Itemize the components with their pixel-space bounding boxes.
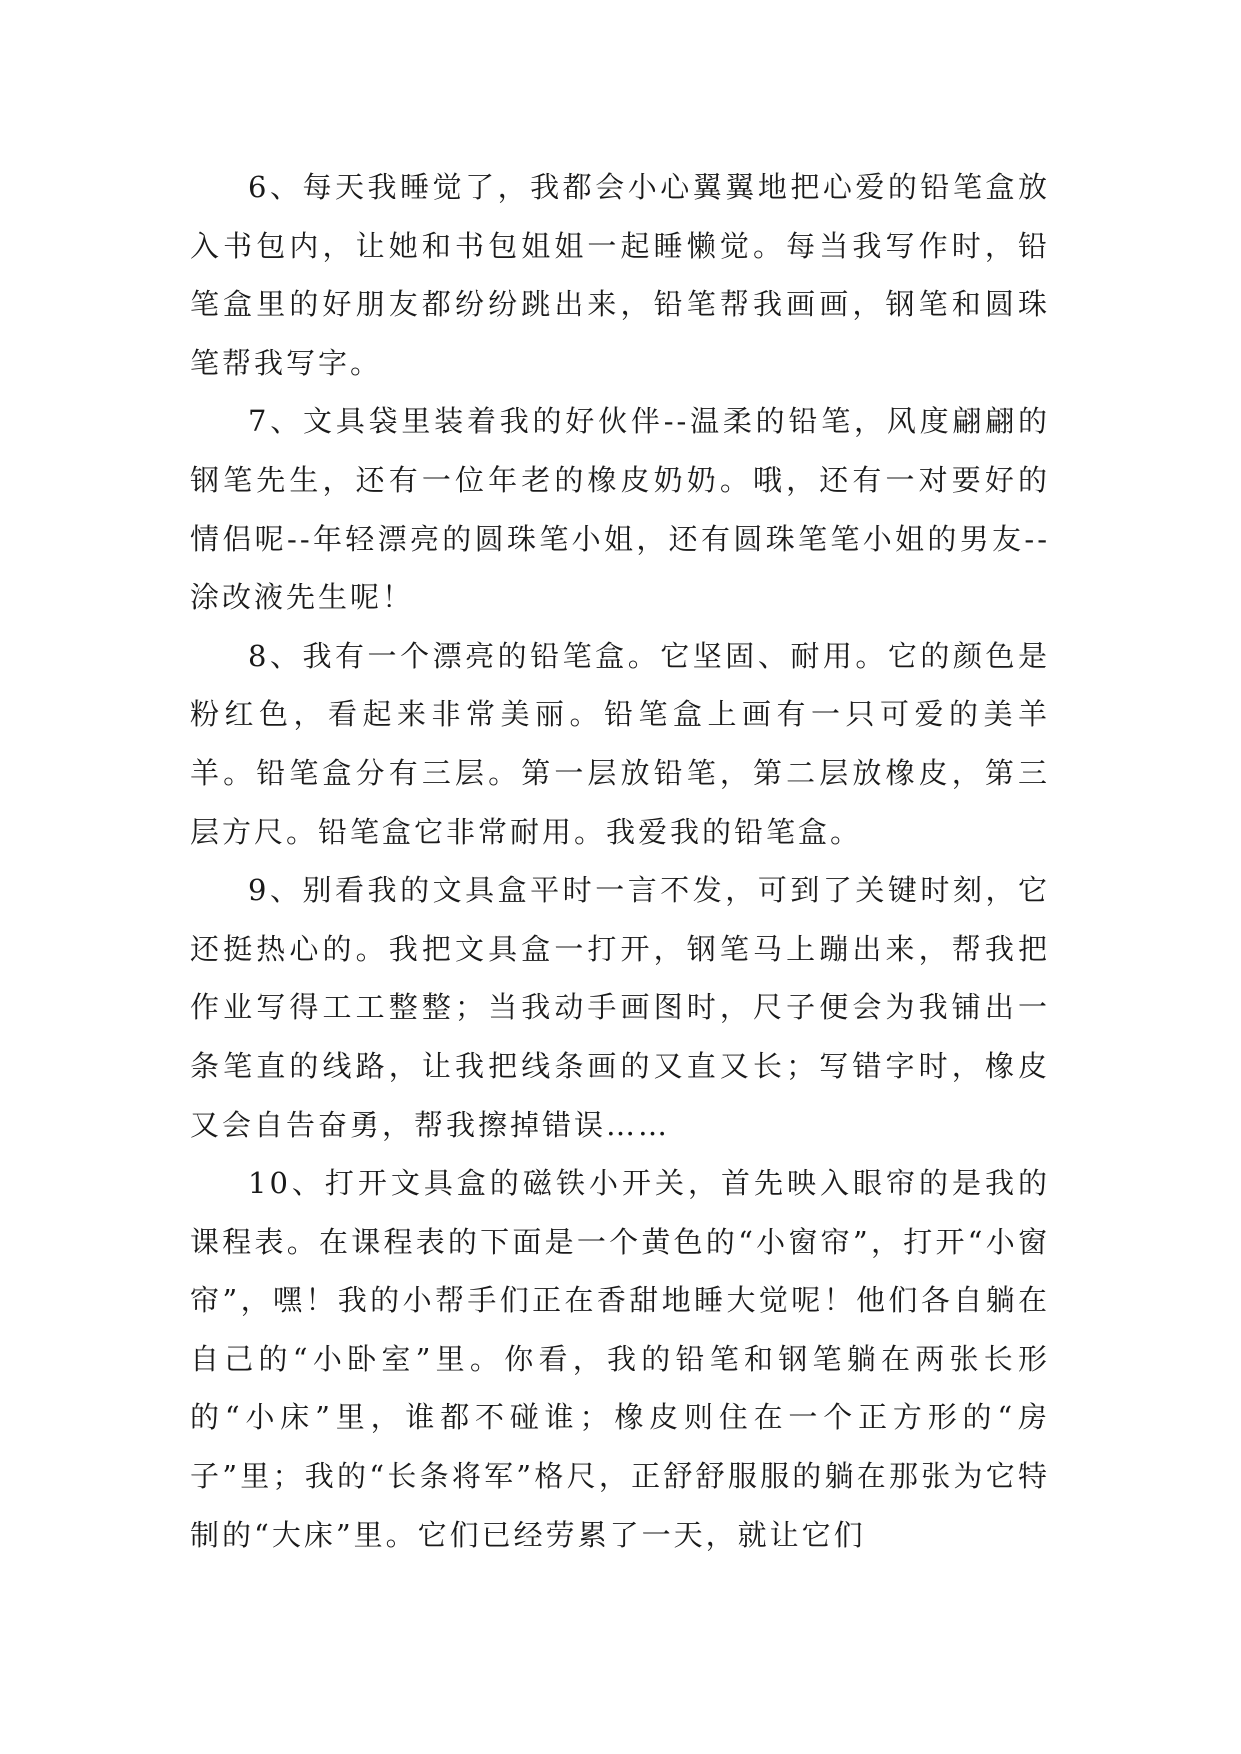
document-body	[190, 158, 1050, 1564]
paragraph-8: 8、我有一个漂亮的铅笔盒。它坚固、耐用。它的颜色是粉红色，看起来非常美丽。铅笔盒上画有一只可爱的美羊羊。铅笔盒分有三层。第一层放铅笔，第二层放橡皮，第三层方尺。铅笔盒它非常耐用。我爱我的铅笔盒。	[190, 638, 1050, 849]
paragraph-7: 7、文具袋里装着我的好伙伴--温柔的铅笔，风度翩翩的钢笔先生，还有一位年老的橡皮奶奶。哦，还有一对要好的情侣呢--年轻漂亮的圆珠笔小姐，还有圆珠笔笔小姐的男友--涂改液先生呢！	[190, 404, 1050, 615]
paragraph-9: 9、别看我的文具盒平时一言不发，可到了关键时刻，它还挺热心的。我把文具盒一打开，钢笔马上蹦出来，帮我把作业写得工工整整；当我动手画图时，尺子便会为我铺出一条笔直的线路，让我把线条画的又直又长；写错字时，橡皮又会自告奋勇，帮我擦掉错误……	[190, 873, 1050, 1142]
paragraph-10: 10、打开文具盒的磁铁小开关，首先映入眼帘的是我的课程表。在课程表的下面是一个黄色的“小窗帘”，打开“小窗帘”，嘿！我的小帮手们正在香甜地睡大觉呢！他们各自躺在自己的“小卧室”里。你看，我的铅笔和钢笔躺在两张长形的“小床”里，谁都不碰谁；橡皮则住在一个正方形的“房子”里；我的“长条将军”格尺，正舒舒服服的躺在那张为它特制的“大床”里。它们已经劳累了一天，就让它们	[190, 1166, 1050, 1552]
paragraph-6: 6、每天我睡觉了，我都会小心翼翼地把心爱的铅笔盒放入书包内，让她和书包姐姐一起睡懒觉。每当我写作时，铅笔盒里的好朋友都纷纷跳出来，铅笔帮我画画，钢笔和圆珠笔帮我写字。	[190, 170, 1050, 380]
